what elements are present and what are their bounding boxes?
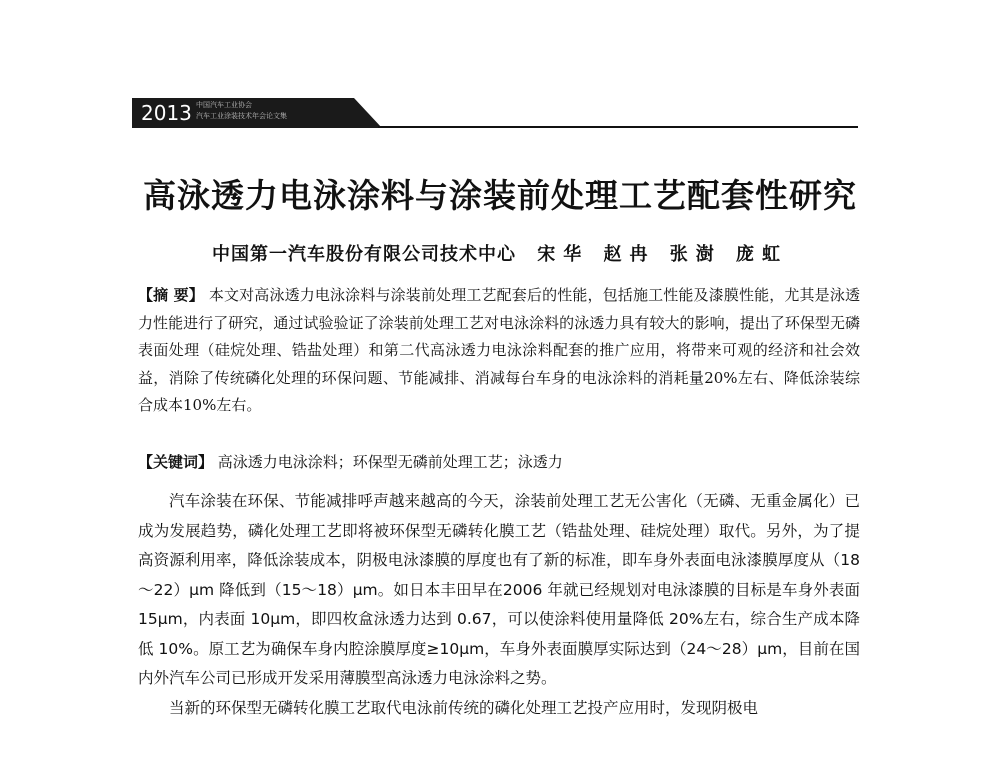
body-text bbox=[138, 487, 860, 723]
body-paragraph: 汽车涂装在环保、节能减排呼声越来越高的今天，涂装前处理工艺无公害化（无磷、无重金属化）已成为发展趋势，磷化处理工艺即将被环保型无磷转化膜工艺（锆盐处理、硅烷处理）取代。另外，为了提高资源利用率，降低涂装成本，阴极电泳漆膜的厚度也有了新的标准，即车身外表面电泳漆膜厚度从（18～22）μm 降低到（15～18）μm。如日本丰田早在2006 年就已经规划对电泳漆膜的目标是车身外表面 15μm，内表面 10μm，即四枚盒泳透力达到 0.67，可以使涂料使用量降低 20%左右，综合生产成本降低 10%。原工艺为确保车身内腔涂膜厚度≥10μm，车身外表面膜厚实际达到（24～28）μm，目前在国内外汽车公司已形成开发采用薄膜型高泳透力电泳涂料之势。 bbox=[138, 492, 860, 687]
header-journal-line2: 汽车工业涂装技术年会论文集 bbox=[196, 112, 287, 120]
affiliation: 中国第一汽车股份有限公司技术中心 bbox=[211, 244, 516, 265]
header-rule bbox=[378, 126, 858, 128]
paper-title: 高泳透力电泳涂料与涂装前处理工艺配套性研究 bbox=[143, 176, 857, 215]
abstract-text: 本文对高泳透力电泳涂料与涂装前处理工艺配套后的性能，包括施工性能及漆膜性能，尤其是泳透力性能进行了研究，通过试验验证了涂装前处理工艺对电泳涂料的泳透力具有较大的影响，提出了环保型无磷表面处理（硅烷处理、锆盐处理）和第二代高泳透力电泳涂料配套的推广应用，将带来可观的经济和社会效益，消除了传统磷化处理的环保问题、节能减排、消减每台车身的电泳涂料的消耗量20%左右、降低涂装综合成本10%左右。 bbox=[138, 286, 860, 414]
abstract bbox=[138, 282, 860, 420]
keywords-label: 【关键词】 bbox=[138, 453, 214, 471]
keywords bbox=[138, 449, 860, 476]
header-journal bbox=[196, 100, 366, 122]
author-line bbox=[0, 240, 1000, 266]
author-names: 宋华 赵冉 张澍 庞虹 bbox=[537, 244, 789, 265]
header-year: 2013 bbox=[141, 101, 192, 125]
header-journal-line1: 中国汽车工业协会 bbox=[196, 101, 252, 109]
body-paragraph: 当新的环保型无磷转化膜工艺取代电泳前传统的磷化处理工艺投产应用时，发现阴极电 bbox=[169, 698, 759, 717]
keywords-text: 高泳透力电泳涂料；环保型无磷前处理工艺；泳透力 bbox=[217, 453, 563, 471]
abstract-label: 【摘 要】 bbox=[138, 286, 204, 304]
